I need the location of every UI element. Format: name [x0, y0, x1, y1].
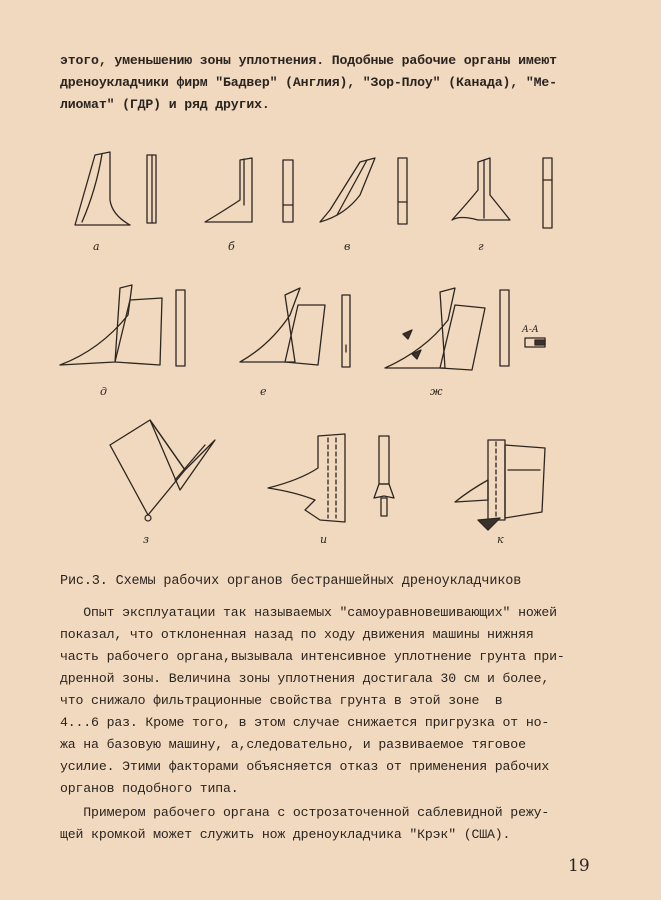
paragraph2-line-1: Примером рабочего органа с острозаточенной саблевидной режу- — [60, 805, 550, 820]
intro-line-2: дреноукладчики фирм "Бадвер" (Англия), "Зор-Плоу" (Канада), "Ме- — [60, 75, 557, 90]
figure-zh-diagram — [385, 288, 545, 370]
paragraph1-line-7: жа на базовую машину, а,следовательно, и развиваемое тяговое — [60, 737, 526, 752]
figure-label-a: а — [93, 240, 100, 253]
intro-line-1: этого, уменьшению зоны уплотнения. Подобные рабочие органы имеют — [60, 53, 557, 68]
figure-g-diagram — [452, 158, 552, 228]
paragraph1-line-1: Опыт эксплуатации так называемых "самоуравновешивающих" ножей — [60, 605, 557, 620]
figure-caption: Рис.3. Схемы рабочих органов бестраншейных дреноукладчиков — [60, 574, 522, 589]
figure-label-g: г — [478, 240, 484, 253]
figure-label-e: е — [260, 385, 267, 398]
working-organs-figure — [0, 140, 661, 560]
figure-label-v: в — [344, 240, 351, 253]
section-label: А-А — [522, 325, 539, 335]
paragraph1-line-6: 4...6 раз. Кроме того, в этом случае снижается пригрузка от но- — [60, 715, 550, 730]
figure-label-d: д — [100, 385, 107, 398]
page-number: 19 — [568, 856, 590, 876]
paragraph2-line-2: щей кромкой может служить нож дреноукладчика "Крэк" (США). — [60, 827, 511, 842]
paragraph1-line-2: показал, что отклоненная назад по ходу движения машины нижняя — [60, 627, 534, 642]
paragraph1-line-4: дренной зоны. Величина зоны уплотнения достигала 30 см и более, — [60, 671, 550, 686]
figure-z-diagram — [110, 420, 215, 521]
figure-label-z: з — [143, 533, 149, 546]
figure-k-diagram — [455, 440, 545, 530]
paragraph1-line-5: что снижало фильтрационные свойства грунта в этой зоне в — [60, 693, 503, 708]
figure-label-zh: ж — [430, 385, 443, 398]
figure-a-diagram — [75, 152, 156, 225]
figure-label-k: к — [497, 533, 504, 546]
figure-b-diagram — [205, 158, 293, 222]
figure-i-diagram — [268, 434, 394, 522]
figure-label-b: б — [228, 240, 235, 253]
intro-line-3: лиомат" (ГДР) и ряд других. — [60, 97, 270, 112]
figure-e-diagram — [240, 288, 350, 367]
paragraph1-line-3: часть рабочего органа,вызывала интенсивное уплотнение грунта при- — [60, 649, 565, 664]
paragraph1-line-9: органов подобного типа. — [60, 781, 239, 796]
figure-label-i: и — [320, 533, 328, 546]
figure-v-diagram — [320, 158, 407, 224]
figure-d-diagram — [60, 285, 185, 366]
paragraph1-line-8: усилие. Этими факторами объясняется отказ от применения рабочих — [60, 759, 550, 774]
